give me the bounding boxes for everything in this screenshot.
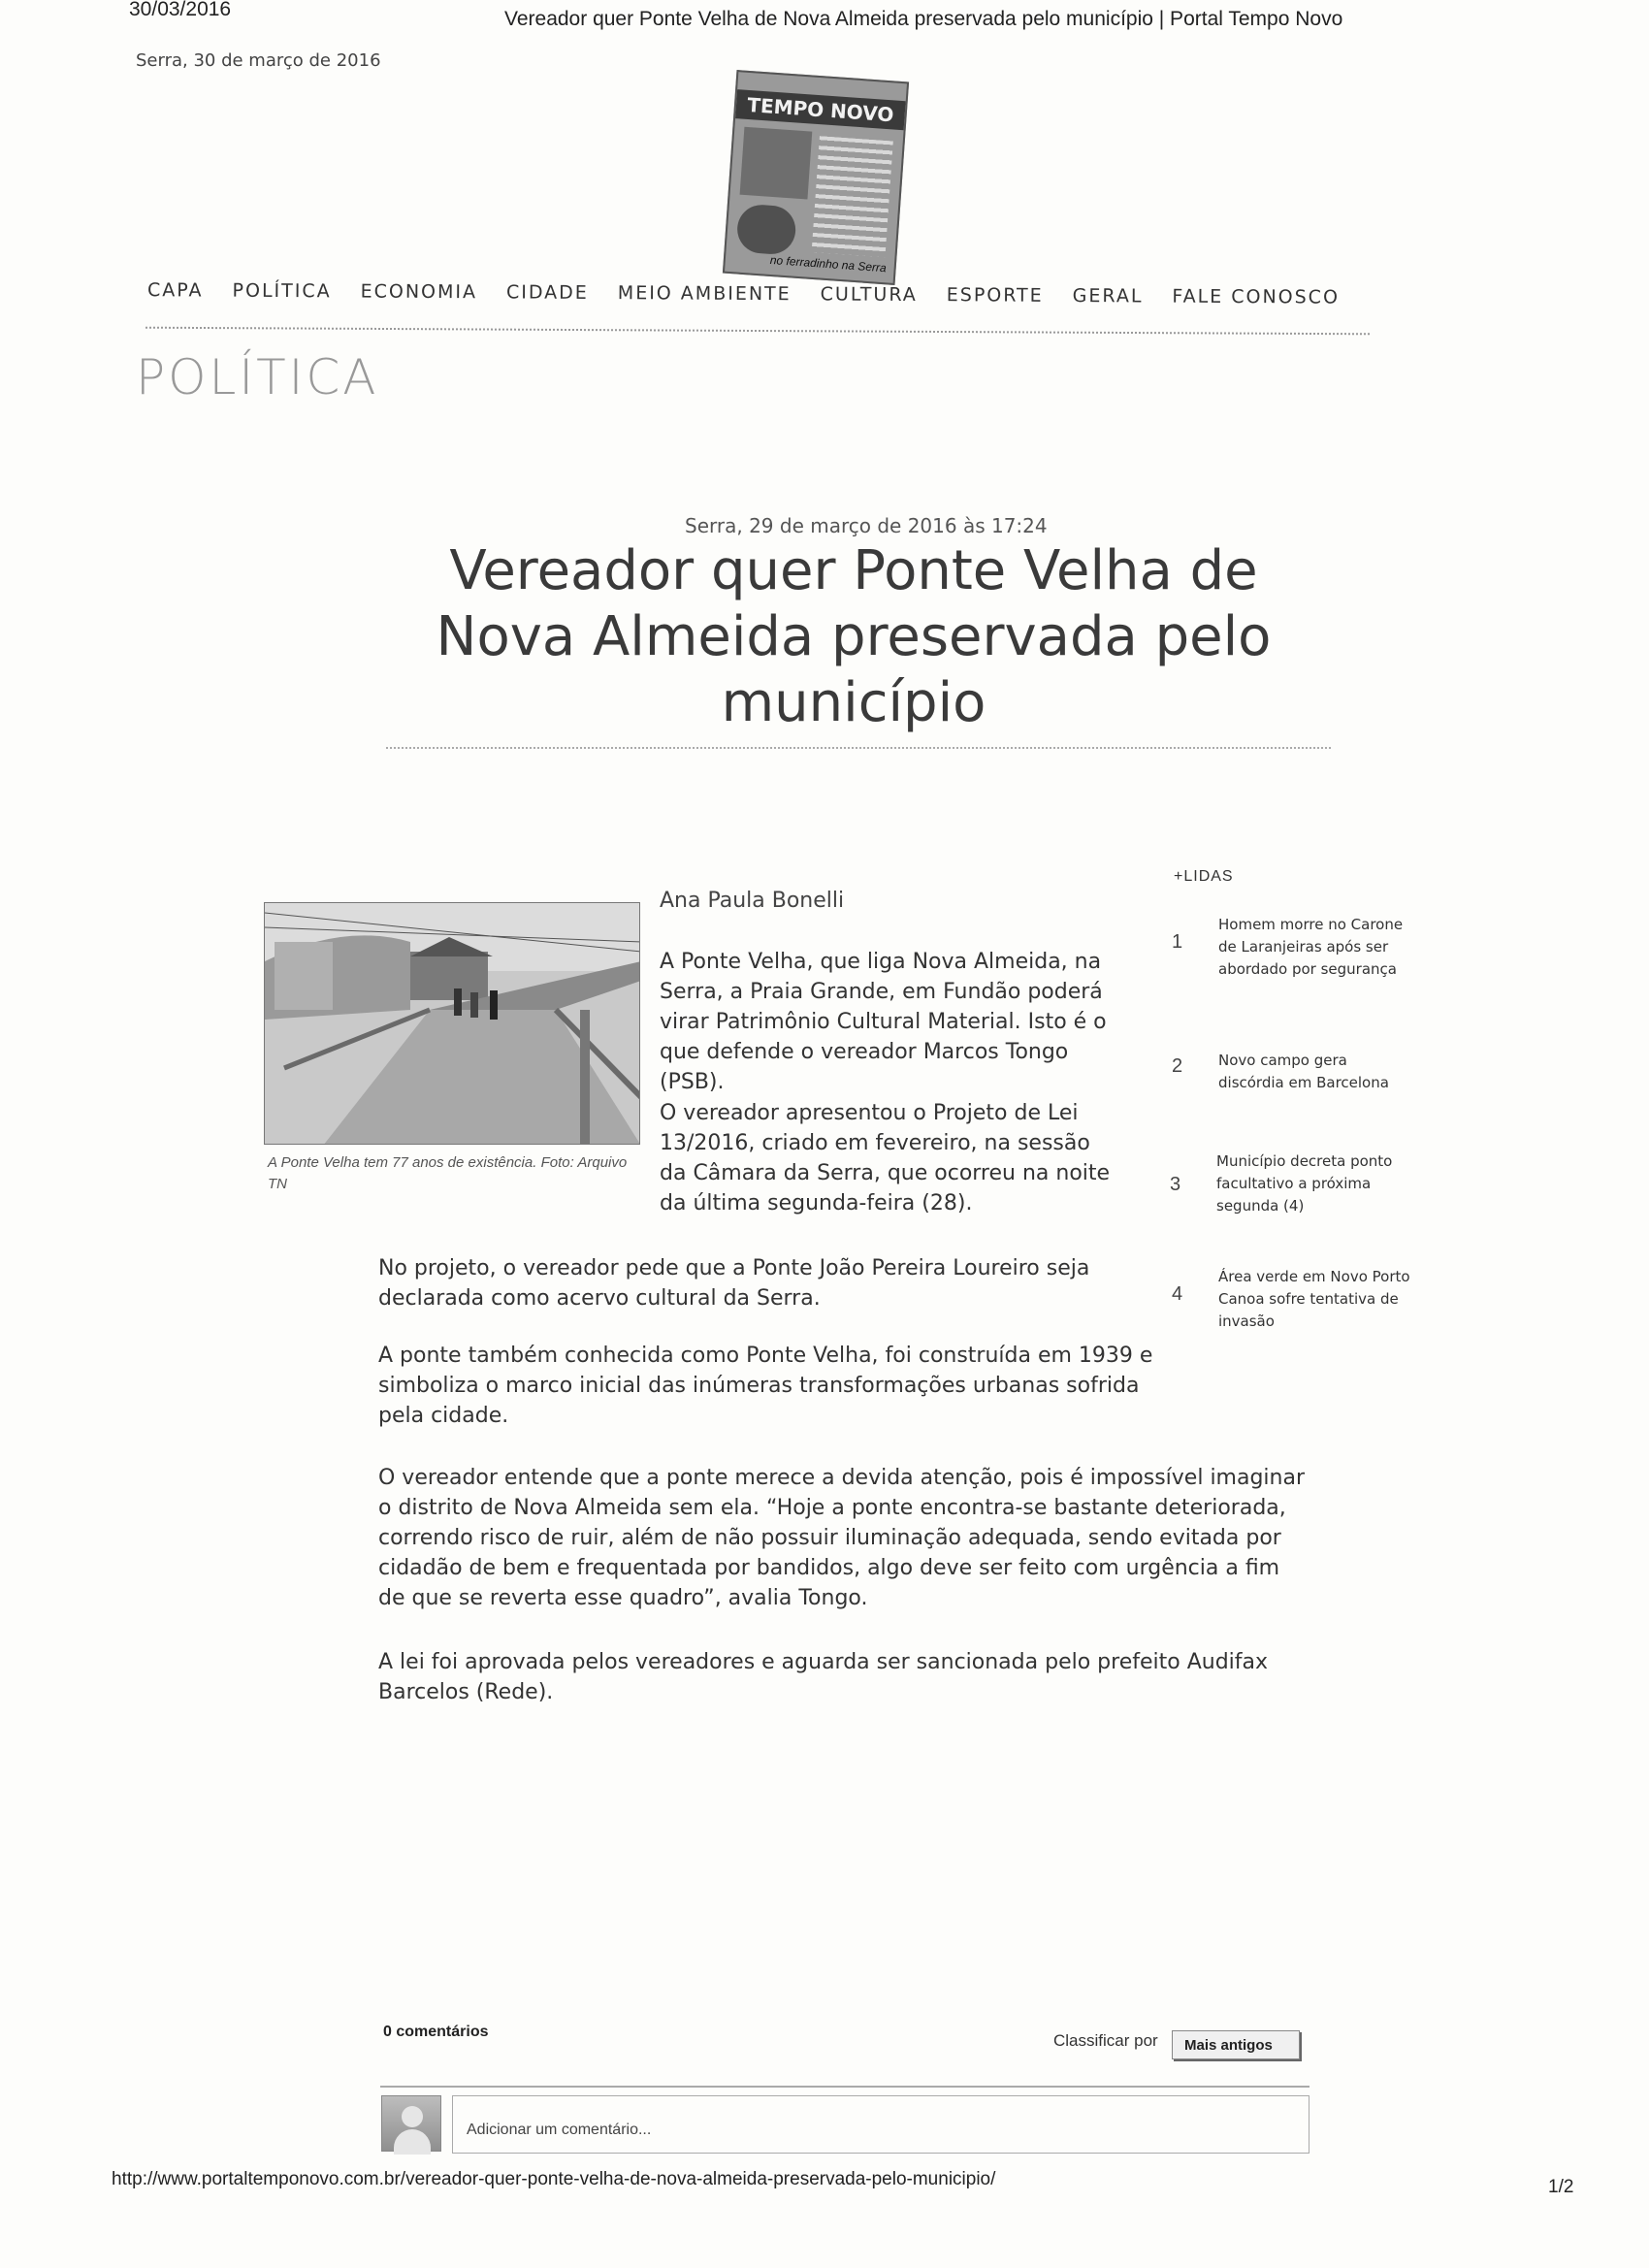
article-published-date: Serra, 29 de março de 2016 às 17:24	[685, 514, 1048, 537]
article-paragraph: A ponte também conhecida como Ponte Velha, foi construída em 1939 e simboliza o marco inicial das inúmeras transformações urbanas sofrida pela cidade.	[378, 1344, 1153, 1428]
article-title: Vereador quer Ponte Velha de Nova Almeida preservada pelo município	[436, 539, 1272, 734]
site-logo[interactable]	[723, 70, 909, 285]
avatar	[381, 2095, 441, 2152]
nav-item-economia[interactable]: ECONOMIA	[360, 280, 478, 304]
logo-cover-photo-2	[735, 204, 796, 256]
article-author: Ana Paula Bonelli	[660, 889, 845, 913]
print-url: http://www.portaltemponovo.com.br/vereador-quer-ponte-velha-de-nova-almeida-preservada-pelo-municipio/	[112, 2169, 996, 2189]
article-photo	[264, 902, 640, 1145]
print-page-title: Vereador quer Ponte Velha de Nova Almeida preservada pelo município | Portal Tempo Novo	[504, 8, 1343, 30]
avatar-body	[394, 2129, 431, 2155]
nav-item-cidade[interactable]: CIDADE	[505, 281, 589, 304]
nav-item-cultura[interactable]: CULTURA	[820, 283, 918, 307]
nav-item-geral[interactable]: GERAL	[1072, 284, 1144, 308]
article-paragraph: A Ponte Velha, que liga Nova Almeida, na Serra, a Praia Grande, em Fundão poderá virar Patrimônio Cultural Material. Isto é o que defende o vereador Marcos Tongo (PSB).	[660, 950, 1107, 1094]
nav-item-esporte[interactable]: ESPORTE	[946, 284, 1044, 307]
logo-cover-text-lines	[812, 136, 893, 257]
most-read-item-2[interactable]	[1172, 1050, 1412, 1094]
most-read-item-3[interactable]	[1170, 1150, 1410, 1217]
most-read-item-1[interactable]	[1172, 914, 1412, 981]
most-read-link[interactable]: Município decreta ponto facultativo a próxima segunda (4)	[1216, 1152, 1393, 1215]
comments-count: 0 comentários	[383, 2024, 489, 2040]
avatar-head	[402, 2106, 423, 2127]
nav-item-politica[interactable]: POLÍTICA	[232, 279, 332, 303]
title-divider	[386, 747, 1331, 749]
most-read-number: 3	[1170, 1174, 1181, 1195]
most-read-link[interactable]: Novo campo gera discórdia em Barcelona	[1218, 1052, 1389, 1091]
section-title: POLÍTICA	[136, 349, 379, 405]
article-paragraph: O vereador apresentou o Projeto de Lei 13/2016, criado em fevereiro, na sessão da Câmara da Serra, que ocorreu na noite da última segunda-feira (28).	[660, 1101, 1111, 1215]
article-paragraph: A lei foi aprovada pelos vereadores e aguarda ser sancionada pelo prefeito Audifax Barcelos (Rede).	[378, 1650, 1269, 1704]
article-paragraph: O vereador entende que a ponte merece a devida atenção, pois é impossível imaginar o distrito de Nova Almeida sem ela. “Hoje a ponte encontra-se bastante deteriorada, correndo risco de ruir, além de não possuir iluminação adequada, sendo evitada por cidadão de bem e frequentada por bandidos, algo deve ser feito com urgência a fim de que se reverta esse quadro”, avalia Tongo.	[378, 1466, 1306, 1610]
main-nav	[147, 279, 1370, 322]
site-dateline: Serra, 30 de março de 2016	[136, 50, 381, 71]
logo-text: TEMPO NOVO	[735, 89, 906, 130]
sort-label: Classificar por	[1053, 2031, 1158, 2050]
print-page-number: 1/2	[1548, 2177, 1574, 2197]
print-date: 30/03/2016	[129, 0, 232, 20]
sort-select[interactable]: Mais antigos	[1172, 2030, 1300, 2059]
comment-input[interactable]: Adicionar um comentário...	[452, 2095, 1310, 2154]
most-read-link[interactable]: Homem morre no Carone de Laranjeiras após ser abordado por segurança	[1218, 916, 1404, 978]
photo-caption: A Ponte Velha tem 77 anos de existência. Foto: Arquivo TN	[268, 1154, 628, 1192]
article-paragraph: No projeto, o vereador pede que a Ponte João Pereira Loureiro seja declarada como acervo cultural da Serra.	[378, 1256, 1090, 1311]
nav-item-capa[interactable]: CAPA	[146, 279, 204, 302]
most-read-link[interactable]: Área verde em Novo Porto Canoa sofre tentativa de invasão	[1218, 1268, 1410, 1330]
nav-divider	[146, 327, 1370, 336]
most-read-number: 2	[1172, 1055, 1183, 1077]
most-read-number: 1	[1172, 931, 1183, 953]
comments-divider	[380, 2086, 1310, 2088]
logo-cover-photo	[740, 127, 813, 200]
logo-footer-text: no ferradinho na Serra	[769, 252, 888, 275]
nav-item-meio-ambiente[interactable]: MEIO AMBIENTE	[617, 282, 792, 306]
most-read-item-4[interactable]	[1172, 1266, 1412, 1333]
most-read-number: 4	[1172, 1283, 1183, 1305]
most-read-heading: +LIDAS	[1174, 868, 1234, 885]
nav-item-fale-conosco[interactable]: FALE CONOSCO	[1172, 285, 1341, 308]
